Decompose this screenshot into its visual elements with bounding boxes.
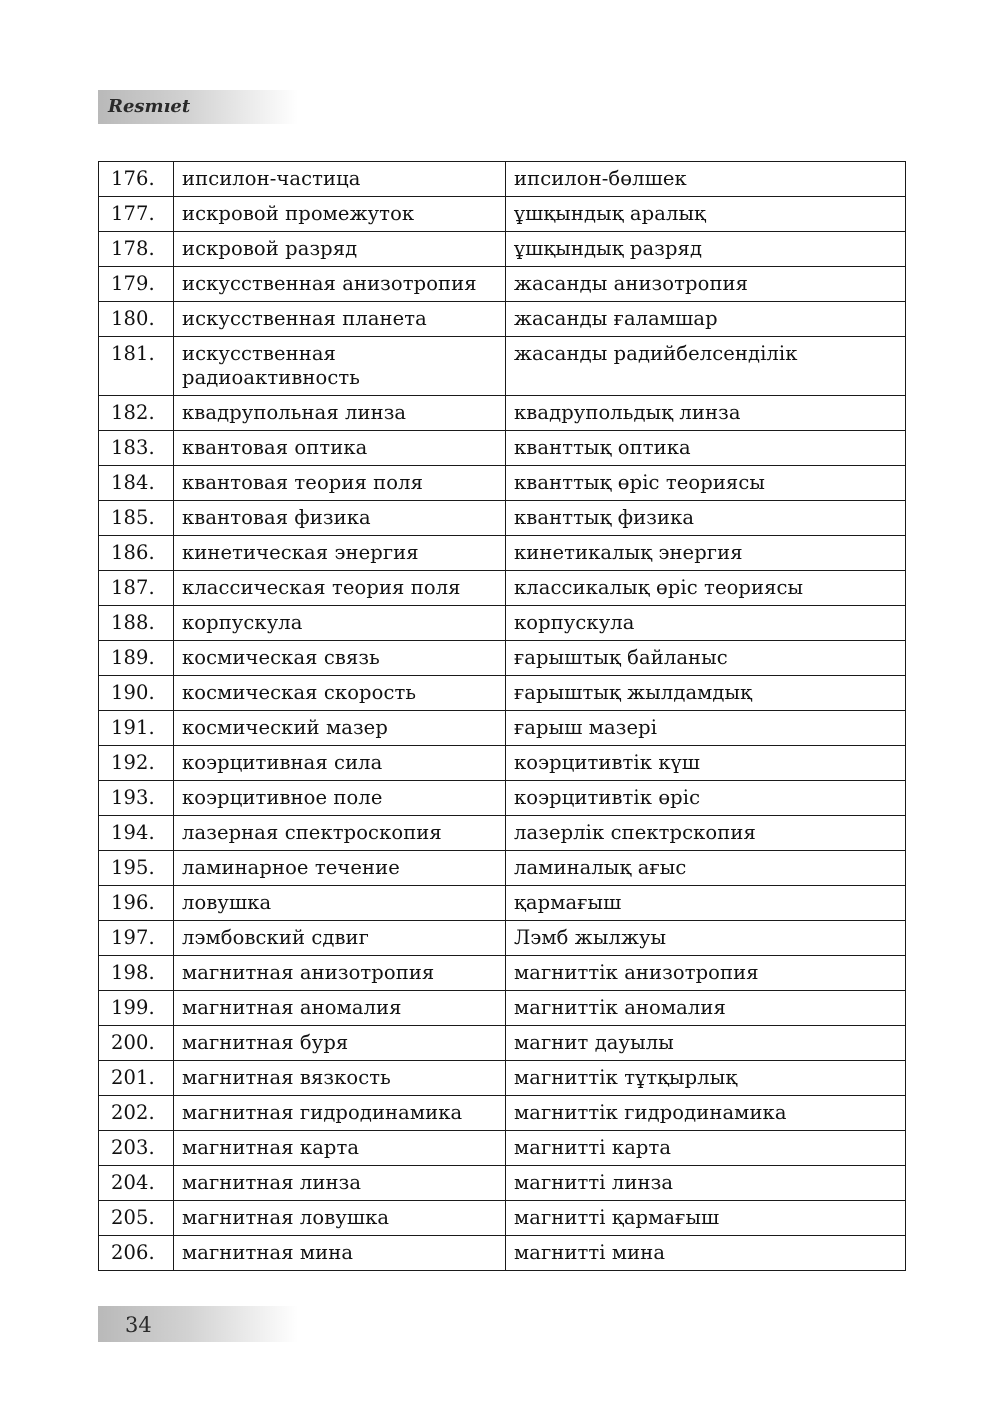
kazakh-term: жасанды радийбелсенділік (506, 337, 906, 396)
table-row (99, 1166, 906, 1201)
table-row (99, 1061, 906, 1096)
kazakh-term: Лэмб жылжуы (506, 921, 906, 956)
row-number: 202. (99, 1096, 174, 1131)
table-row (99, 851, 906, 886)
row-number: 183. (99, 431, 174, 466)
russian-term: искусственная планета (174, 302, 506, 337)
row-number: 180. (99, 302, 174, 337)
russian-term: магнитная карта (174, 1131, 506, 1166)
table-row (99, 676, 906, 711)
row-number: 188. (99, 606, 174, 641)
kazakh-term: магниттік аномалия (506, 991, 906, 1026)
kazakh-term: лазерлік спектрскопия (506, 816, 906, 851)
table-row (99, 921, 906, 956)
table-row (99, 232, 906, 267)
kazakh-term: ламиналық ағыс (506, 851, 906, 886)
row-number: 178. (99, 232, 174, 267)
russian-term: квантовая физика (174, 501, 506, 536)
russian-term: магнитная гидродинамика (174, 1096, 506, 1131)
row-number: 205. (99, 1201, 174, 1236)
table-row (99, 991, 906, 1026)
russian-term: коэрцитивная сила (174, 746, 506, 781)
russian-term: магнитная вязкость (174, 1061, 506, 1096)
row-number: 181. (99, 337, 174, 396)
row-number: 198. (99, 956, 174, 991)
russian-term: космический мазер (174, 711, 506, 746)
table-row (99, 1096, 906, 1131)
russian-term: магнитная аномалия (174, 991, 506, 1026)
kazakh-term: ғарыш мазері (506, 711, 906, 746)
kazakh-term: кванттық өріс теориясы (506, 466, 906, 501)
table-row (99, 501, 906, 536)
row-number: 200. (99, 1026, 174, 1061)
kazakh-term: кванттық оптика (506, 431, 906, 466)
russian-term: квантовая оптика (174, 431, 506, 466)
row-number: 203. (99, 1131, 174, 1166)
table-row (99, 956, 906, 991)
table-row (99, 1201, 906, 1236)
footer-band (98, 1306, 298, 1342)
russian-term: космическая связь (174, 641, 506, 676)
kazakh-term: ғарыштық жылдамдық (506, 676, 906, 711)
kazakh-term: коэрцитивтік өріс (506, 781, 906, 816)
table-row (99, 431, 906, 466)
kazakh-term: магнитті қармағыш (506, 1201, 906, 1236)
russian-term: лэмбовский сдвиг (174, 921, 506, 956)
table-row (99, 781, 906, 816)
row-number: 189. (99, 641, 174, 676)
row-number: 184. (99, 466, 174, 501)
kazakh-term: ғарыштық байланыс (506, 641, 906, 676)
russian-term: квадрупольная линза (174, 396, 506, 431)
header-band (98, 90, 298, 124)
row-number: 185. (99, 501, 174, 536)
kazakh-term: ұшқындық разряд (506, 232, 906, 267)
kazakh-term: магниттік гидродинамика (506, 1096, 906, 1131)
row-number: 182. (99, 396, 174, 431)
table-row (99, 641, 906, 676)
table-row (99, 606, 906, 641)
kazakh-term: кинетикалық энергия (506, 536, 906, 571)
glossary-table (98, 161, 906, 1271)
kazakh-term: ұшқындық аралық (506, 197, 906, 232)
kazakh-term: магнит дауылы (506, 1026, 906, 1061)
table-row (99, 267, 906, 302)
russian-term: искровой промежуток (174, 197, 506, 232)
table-row (99, 396, 906, 431)
kazakh-term: классикалық өріс теориясы (506, 571, 906, 606)
glossary-rows (99, 162, 906, 1271)
table-row (99, 1131, 906, 1166)
kazakh-term: магниттік тұтқырлық (506, 1061, 906, 1096)
russian-term: магнитная буря (174, 1026, 506, 1061)
russian-term: искусственная радиоактивность (174, 337, 506, 396)
row-number: 201. (99, 1061, 174, 1096)
russian-term: ламинарное течение (174, 851, 506, 886)
row-number: 194. (99, 816, 174, 851)
row-number: 191. (99, 711, 174, 746)
kazakh-term: магнитті мина (506, 1236, 906, 1271)
russian-term: кинетическая энергия (174, 536, 506, 571)
kazakh-term: магниттік анизотропия (506, 956, 906, 991)
table-row (99, 571, 906, 606)
row-number: 177. (99, 197, 174, 232)
row-number: 176. (99, 162, 174, 197)
russian-term: искусственная анизотропия (174, 267, 506, 302)
russian-term: искровой разряд (174, 232, 506, 267)
row-number: 179. (99, 267, 174, 302)
row-number: 195. (99, 851, 174, 886)
table-row (99, 886, 906, 921)
table-row (99, 466, 906, 501)
russian-term: магнитная ловушка (174, 1201, 506, 1236)
row-number: 192. (99, 746, 174, 781)
kazakh-term: жасанды анизотропия (506, 267, 906, 302)
row-number: 199. (99, 991, 174, 1026)
russian-term: классическая теория поля (174, 571, 506, 606)
row-number: 193. (99, 781, 174, 816)
table-row (99, 1026, 906, 1061)
table-row (99, 536, 906, 571)
kazakh-term: ипсилон-бөлшек (506, 162, 906, 197)
russian-term: лазерная спектроскопия (174, 816, 506, 851)
row-number: 197. (99, 921, 174, 956)
table-row (99, 816, 906, 851)
kazakh-term: магнитті линза (506, 1166, 906, 1201)
table-row (99, 1236, 906, 1271)
table-row (99, 162, 906, 197)
russian-term: магнитная мина (174, 1236, 506, 1271)
row-number: 204. (99, 1166, 174, 1201)
row-number: 190. (99, 676, 174, 711)
table-row (99, 711, 906, 746)
kazakh-term: коэрцитивтік күш (506, 746, 906, 781)
russian-term: космическая скорость (174, 676, 506, 711)
kazakh-term: қармағыш (506, 886, 906, 921)
russian-term: квантовая теория поля (174, 466, 506, 501)
header-label: Resmıet (108, 96, 191, 117)
table-row (99, 746, 906, 781)
russian-term: магнитная анизотропия (174, 956, 506, 991)
kazakh-term: корпускула (506, 606, 906, 641)
kazakh-term: квадрупольдық линза (506, 396, 906, 431)
table-row (99, 302, 906, 337)
row-number: 206. (99, 1236, 174, 1271)
kazakh-term: жасанды ғаламшар (506, 302, 906, 337)
row-number: 186. (99, 536, 174, 571)
kazakh-term: магнитті карта (506, 1131, 906, 1166)
russian-term: ловушка (174, 886, 506, 921)
row-number: 196. (99, 886, 174, 921)
row-number: 187. (99, 571, 174, 606)
russian-term: ипсилон-частица (174, 162, 506, 197)
page-number: 34 (125, 1313, 152, 1337)
table-row (99, 337, 906, 396)
table-row (99, 197, 906, 232)
russian-term: корпускула (174, 606, 506, 641)
russian-term: магнитная линза (174, 1166, 506, 1201)
russian-term: коэрцитивное поле (174, 781, 506, 816)
kazakh-term: кванттық физика (506, 501, 906, 536)
